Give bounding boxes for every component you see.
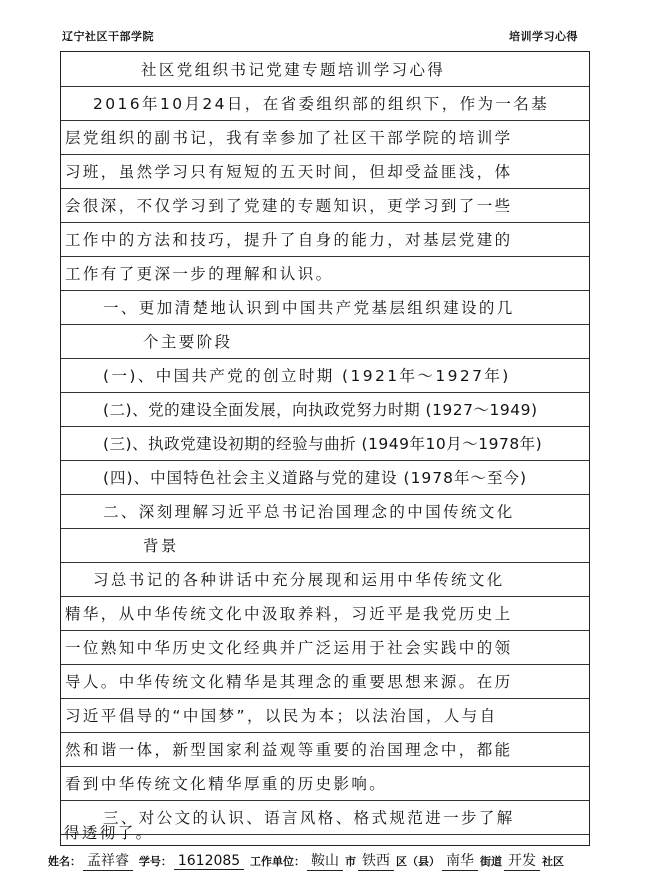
period-item-2: (二)、党的建设全面发展，向执政党努力时期 (1927～1949) (103, 401, 538, 419)
ruled-line (61, 562, 589, 563)
ruled-line (61, 222, 589, 223)
period-item-3: (三)、执政党建设初期的经验与曲折 (1949年10月～1978年) (103, 435, 543, 453)
name-label: 姓名： (48, 855, 81, 868)
essay-line-4: 会很深，不仅学习到了党建的专题知识，更学习到了一些 (65, 197, 513, 215)
header-school-name: 辽宁社区干部学院 (62, 30, 154, 43)
essay-line-19: 习近平倡导的“中国梦”，以民为本；以法治国，人与自 (65, 707, 498, 725)
ruled-line (61, 664, 589, 665)
ruled-line (61, 528, 589, 529)
ruled-line (61, 120, 589, 121)
ruled-line (61, 698, 589, 699)
ruled-sheet (60, 51, 590, 846)
ruled-line (61, 86, 589, 87)
period-item-4: (四)、中国特色社会主义道路与党的建设 (1978年～至今) (103, 469, 528, 487)
essay-line-17: 一位熟知中华历史文化经典并广泛运用于社会实践中的领 (65, 639, 513, 657)
student-id-value: 1612085 (174, 853, 244, 870)
section-heading-2: 二、深刻理解习近平总书记治国理念的中国传统文化 (103, 503, 515, 521)
essay-title: 社区党组织书记党建专题培训学习心得 (141, 61, 446, 79)
essay-line-20: 然和谐一体，新型国家利益观等重要的治国理念中，都能 (65, 741, 513, 759)
essay-line-5: 工作中的方法和技巧，提升了自身的能力，对基层党建的 (65, 231, 513, 249)
essay-last-line: 得透彻了。 (64, 824, 154, 842)
student-id-label: 学号： (138, 855, 172, 868)
city-value: 鞍山 (307, 850, 343, 871)
ruled-line (61, 290, 589, 291)
essay-line-15: 习总书记的各种讲话中充分展现和运用中华传统文化 (93, 571, 505, 589)
ruled-line (61, 494, 589, 495)
section-heading-1-cont: 个主要阶段 (143, 333, 233, 351)
district-value: 铁西 (358, 850, 394, 871)
ruled-line (61, 800, 589, 801)
ruled-line (61, 766, 589, 767)
work-unit-label: 工作单位： (250, 855, 306, 868)
name-value: 孟祥睿 (83, 850, 133, 871)
ruled-line (61, 630, 589, 631)
ruled-line (61, 324, 589, 325)
header-doc-type: 培训学习心得 (509, 30, 578, 43)
street-value: 南华 (442, 850, 478, 871)
section-heading-2-cont: 背景 (143, 537, 179, 555)
community-suffix: 社区 (542, 855, 565, 868)
essay-line-2: 层党组织的副书记，我有幸参加了社区干部学院的培训学 (65, 129, 513, 147)
ruled-line (61, 426, 589, 427)
footer-info (48, 850, 564, 871)
community-value: 开发 (504, 850, 540, 871)
essay-line-3: 习班，虽然学习只有短短的五天时间，但却受益匪浅，体 (65, 163, 513, 181)
ruled-line (61, 154, 589, 155)
period-item-1: (一)、中国共产党的创立时期 (1921年～1927年) (103, 367, 511, 385)
ruled-line (61, 256, 589, 257)
essay-line-1: 2016年10月24日，在省委组织部的组织下，作为一名基 (93, 95, 550, 113)
essay-line-16: 精华，从中华传统文化中汲取养料，习近平是我党历史上 (65, 605, 513, 623)
essay-line-6: 工作有了更深一步的理解和认识。 (65, 265, 334, 283)
section-heading-1: 一、更加清楚地认识到中国共产党基层组织建设的几 (103, 299, 515, 317)
ruled-line (61, 358, 589, 359)
street-suffix: 街道 (480, 855, 503, 868)
ruled-line (61, 392, 589, 393)
section-heading-3: 三、对公文的认识、语言风格、格式规范进一步了解 (103, 809, 515, 827)
ruled-line (61, 460, 589, 461)
essay-line-21: 看到中华传统文化精华厚重的历史影响。 (65, 775, 388, 793)
district-suffix: 区（县） (396, 855, 441, 868)
ruled-line (61, 596, 589, 597)
city-suffix: 市 (345, 855, 357, 868)
ruled-line (61, 188, 589, 189)
essay-line-18: 导人。中华传统文化精华是其理念的重要思想来源。在历 (65, 673, 513, 691)
ruled-line (61, 732, 589, 733)
